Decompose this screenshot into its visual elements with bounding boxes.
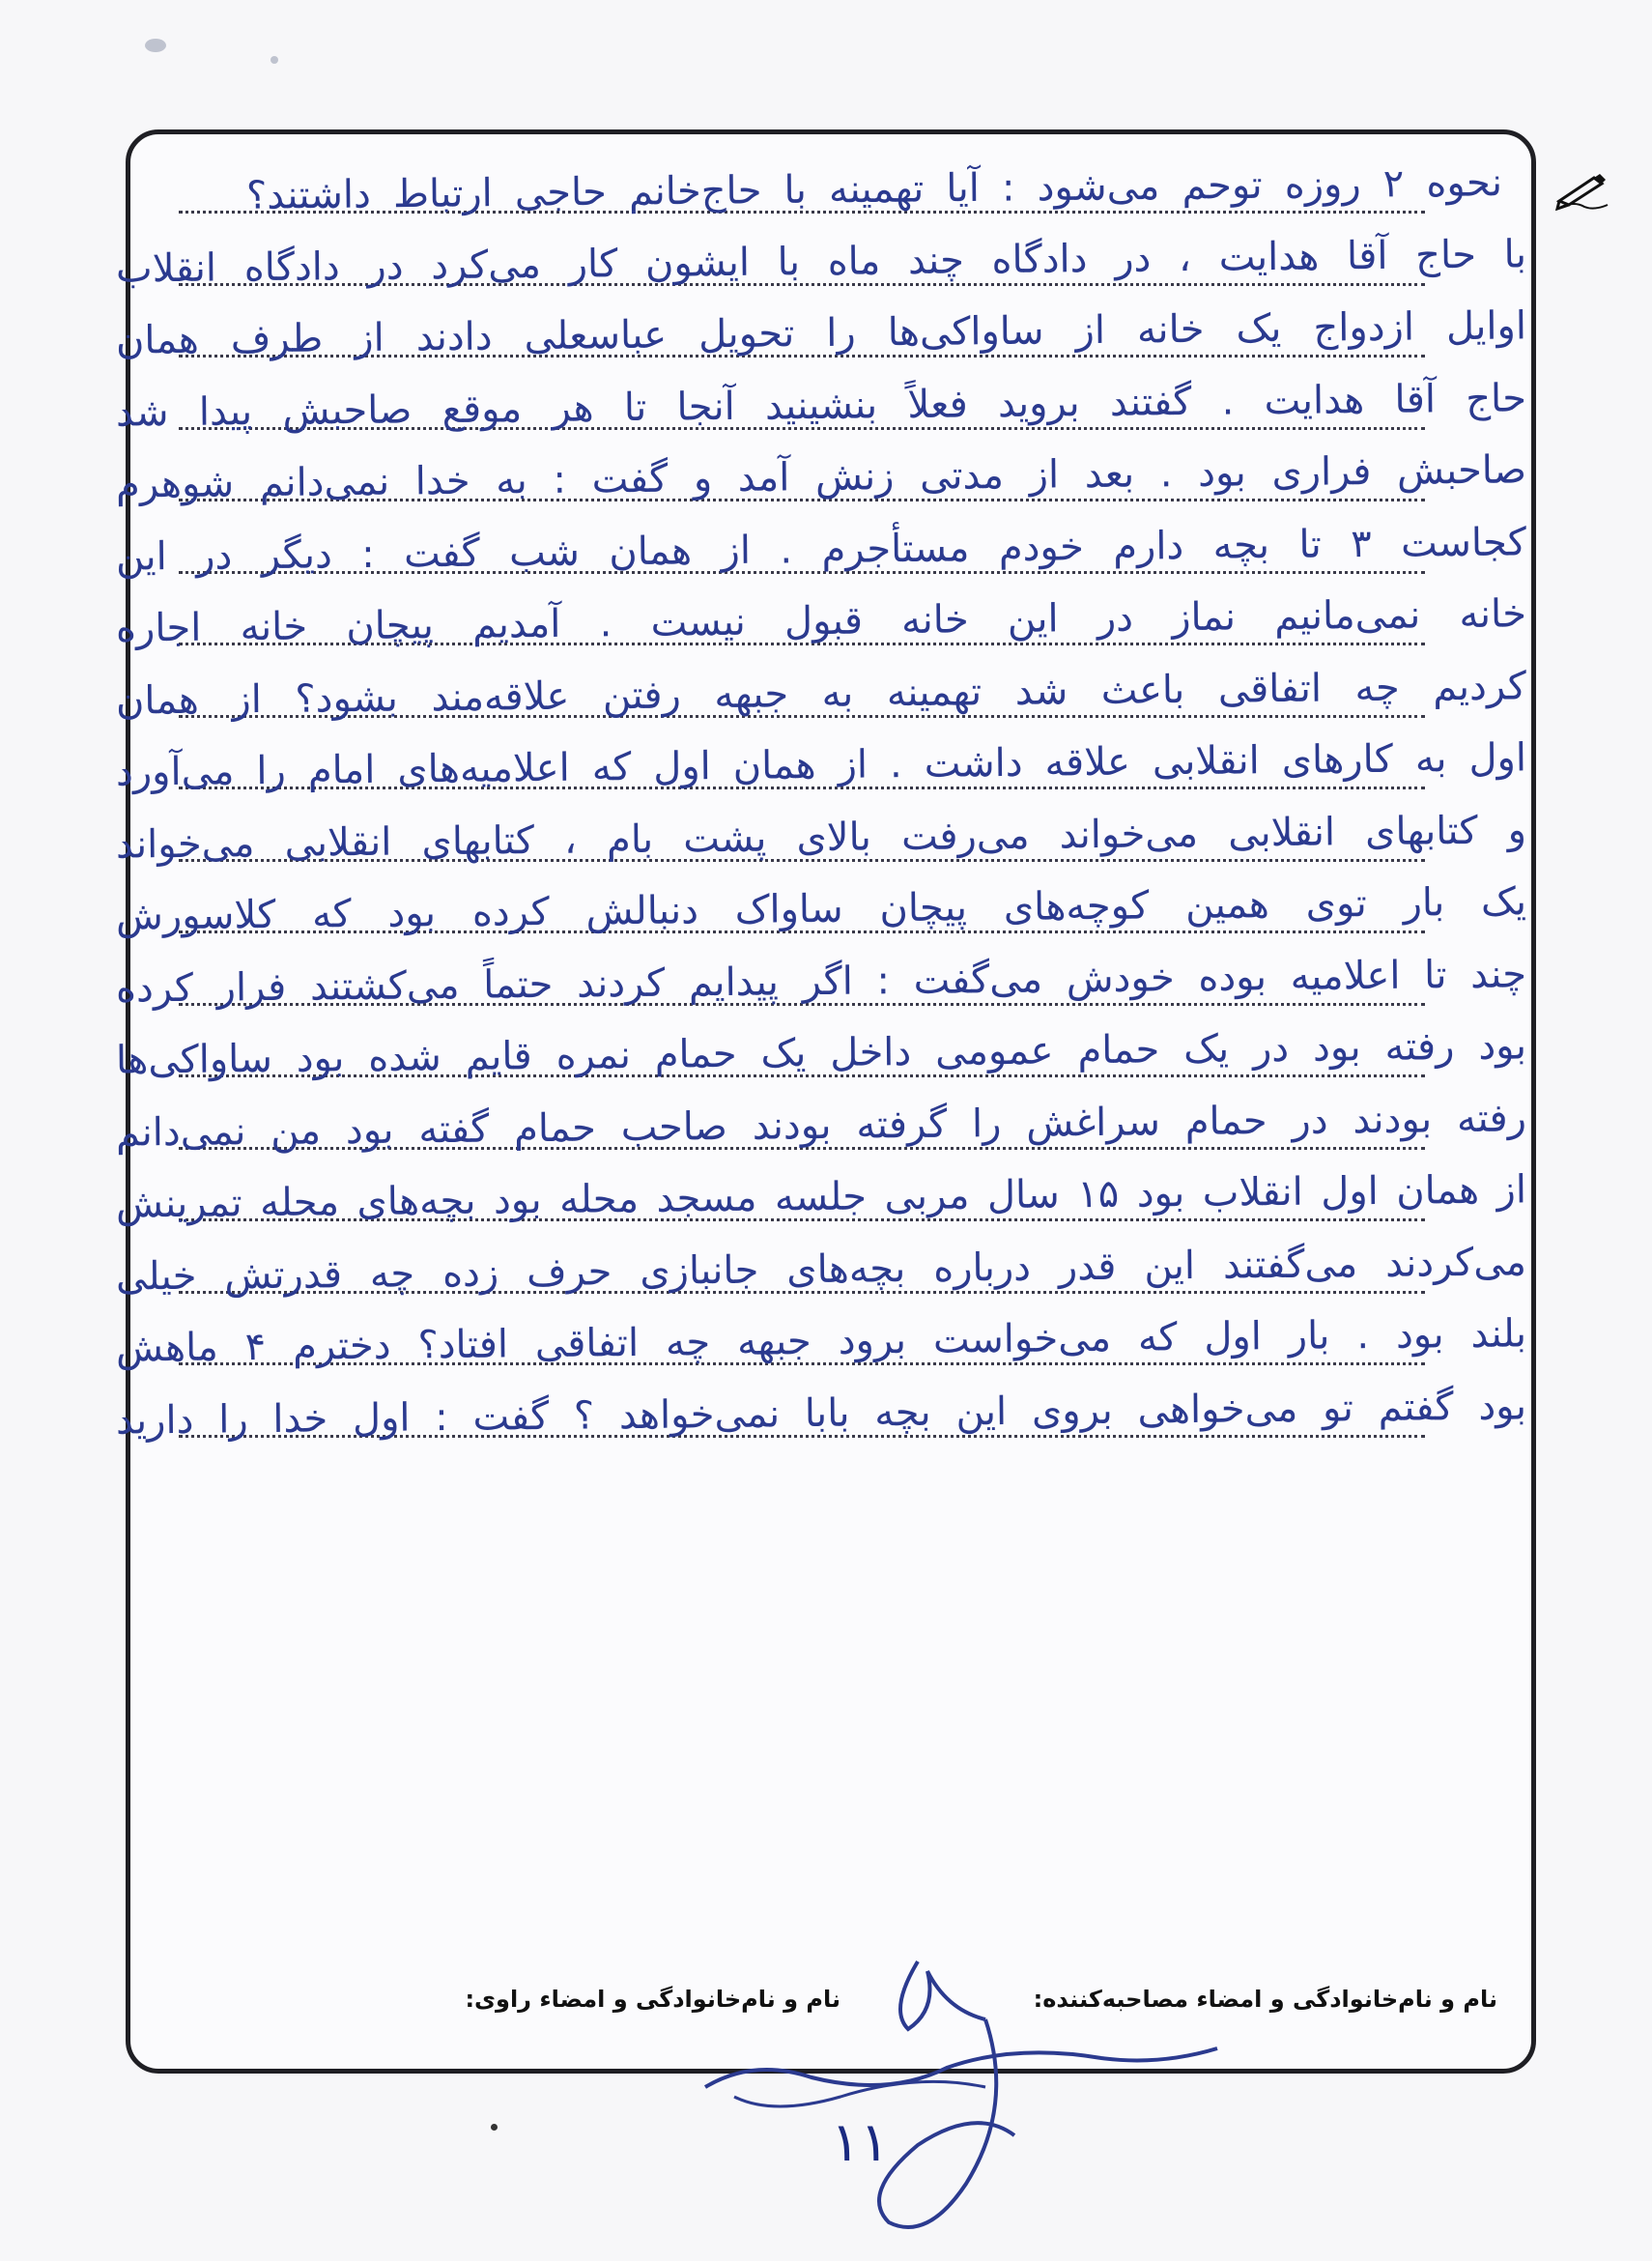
handwritten-line: خانه نمی‌مانیم نماز در این خانه قبول نیست . آمدیم پیچان خانه اجاره: [115, 591, 1527, 651]
handwritten-line: کردیم چه اتفاقی باعث شد تهمینه به جبهه رفتن علاقه‌مند بشود؟ از همان: [115, 663, 1527, 724]
handwritten-line: بود رفته بود در یک حمام عمومی داخل یک حمام نمره قایم شده بود ساواکی‌ها: [115, 1023, 1527, 1083]
page-number: ۱۱: [831, 2111, 890, 2174]
handwritten-signature: [696, 1952, 1237, 2261]
handwritten-line: کجاست ۳ تا بچه دارم خودم مستأجرم . از همان شب گفت : دیگر در این: [115, 519, 1527, 580]
scan-speck: [271, 56, 278, 64]
handwritten-line: حاج آقا هدایت . گفتند بروید فعلاً بنشینید آنجا تا هر موقع صاحبش پیدا شد: [115, 375, 1527, 436]
interviewer-signature-label: نام و نام‌خانوادگی و امضاء مصاحبه‌کننده:: [1033, 1986, 1497, 2013]
handwritten-line: می‌کردند می‌گفتند این قدر درباره بچه‌های جانبازی حرف زده چه قدرتش خیلی: [115, 1239, 1527, 1300]
handwritten-line: اوایل ازدواج یک خانه از ساواکی‌ها را تحویل عباسعلی دادند از طرف همان: [115, 303, 1527, 363]
handwritten-line: چند تا اعلامیه بوده خودش می‌گفت : اگر پیدایم کردند حتماً می‌کشتند فرار کرده: [115, 951, 1527, 1012]
handwritten-line: و کتابهای انقلابی می‌خواند می‌رفت بالای پشت بام ، کتابهای انقلابی می‌خواند: [115, 807, 1527, 868]
handwritten-line: بلند بود . بار اول که می‌خواست برود جبهه چه اتفاقی افتاد؟ دخترم ۴ ماهش: [115, 1311, 1527, 1371]
handwritten-line: از همان اول انقلاب بود ۱۵ سال مربی جلسه مسجد محله بود بچه‌های محله تمرینش: [115, 1167, 1527, 1227]
handwritten-line: یک بار توی همین کوچه‌های پیچان ساواک دنبالش کرده بود که کلاسورش: [115, 879, 1527, 939]
narrator-signature-label: نام و نام‌خانوادگی و امضاء راوی:: [465, 1986, 840, 2013]
handwritten-line: اول به کارهای انقلابی علاقه داشت . از همان اول که اعلامیه‌های امام را می‌آورد: [115, 735, 1527, 795]
scan-speck: [491, 2124, 498, 2131]
handwritten-line: صاحبش فراری بود . بعد از مدتی زنش آمد و گفت : به خدا نمی‌دانم شوهرم: [115, 447, 1527, 507]
pen-icon: [1555, 172, 1609, 211]
handwritten-line: نحوه ۲ روزه توحم می‌شود : آیا تهمینه با حاج‌خانم حاجی ارتباط داشتند؟: [245, 160, 1503, 218]
handwritten-line: رفته بودند در حمام سراغش را گرفته بودند صاحب حمام گفته بود من نمی‌دانم: [115, 1095, 1527, 1156]
handwritten-line: با حاج آقا هدایت ، در دادگاه چند ماه با ایشون کار می‌کرد در دادگاه انقلاب: [115, 231, 1527, 292]
handwritten-line: بود گفتم تو می‌خواهی بروی این بچه بابا نمی‌خواهد ؟ گفت : اول خدا را دارید: [115, 1383, 1527, 1444]
scan-speck: [145, 39, 166, 52]
